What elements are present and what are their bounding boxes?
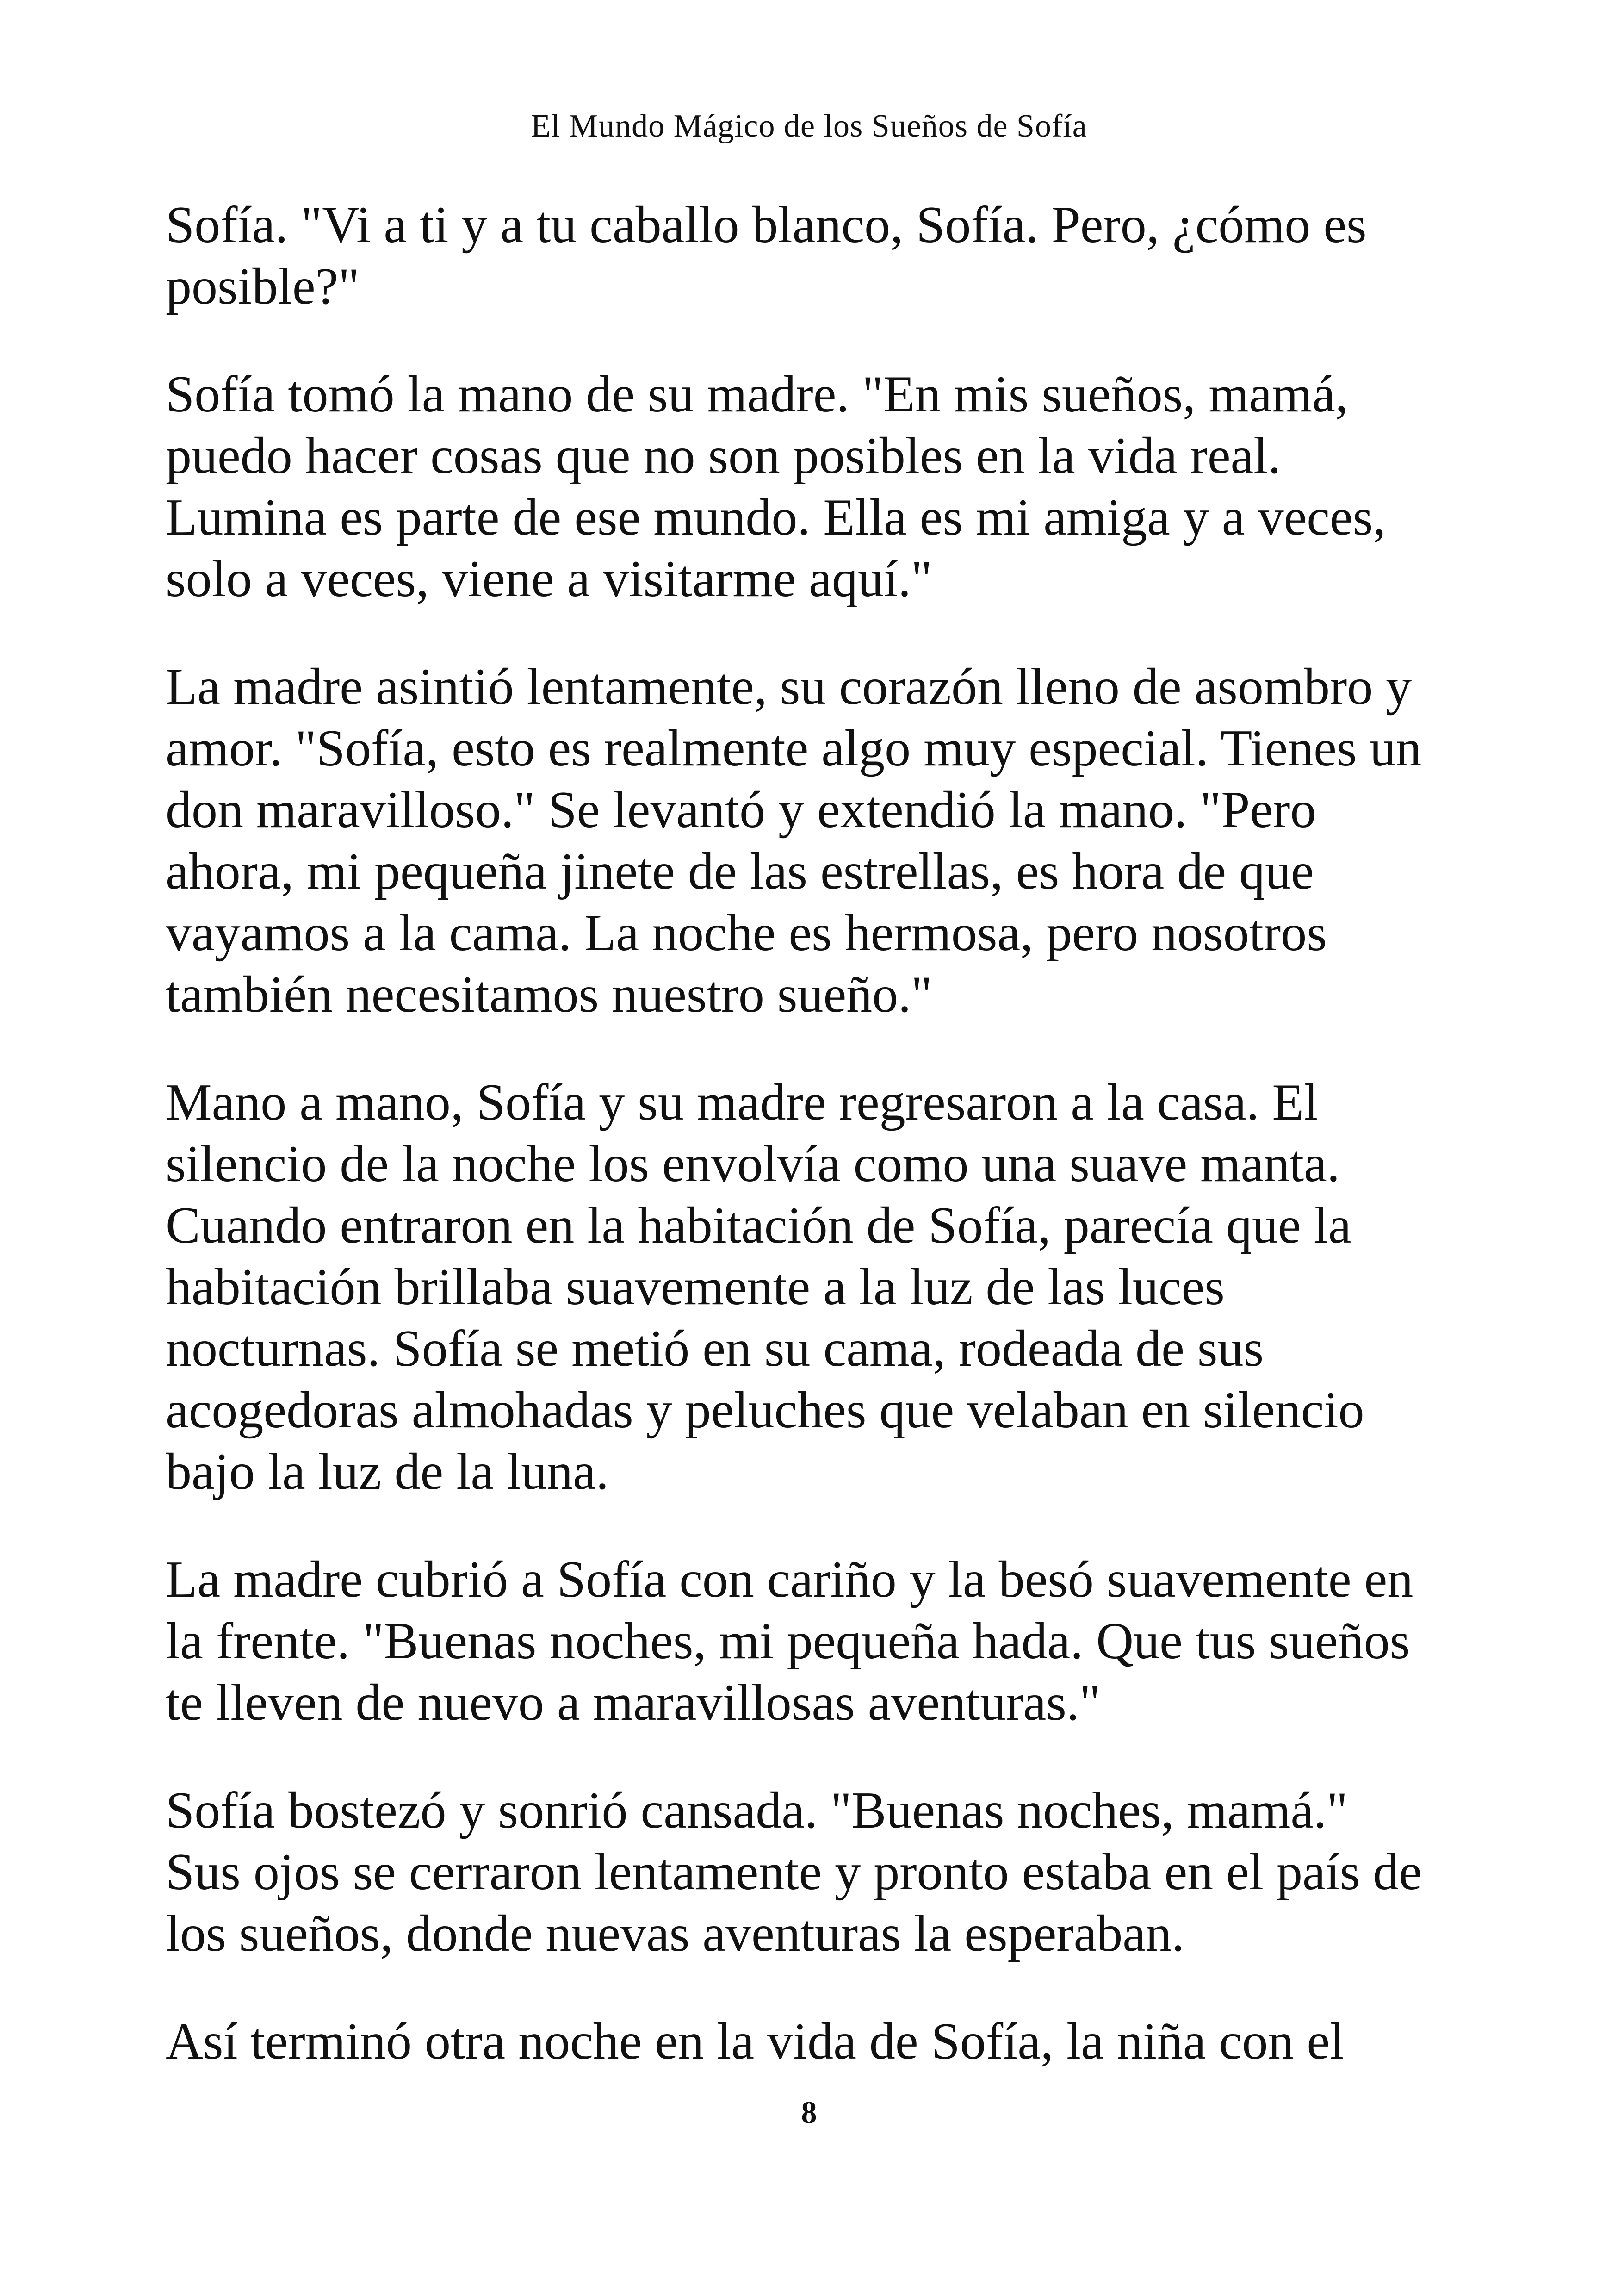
running-header-title: El Mundo Mágico de los Sueños de Sofía — [531, 108, 1087, 144]
page-number: 8 — [801, 2095, 817, 2130]
paragraph: La madre cubrió a Sofía con cariño y la besó suavemente en la frente. "Buenas noches, mi pequeña hada. Que tus sueños te lleven de nuevo a maravillosas aventuras." — [166, 1551, 1413, 1731]
paragraph: Sofía. "Vi a ti y a tu caballo blanco, Sofía. Pero, ¿cómo es posible?" — [166, 196, 1367, 315]
page-body — [166, 194, 1452, 2072]
paragraph: La madre asintió lentamente, su corazón lleno de asombro y amor. "Sofía, esto es realmente algo muy especial. Tienes un don maravilloso." Se levantó y extendió la mano. "Pero ahora, mi pequeña jinete de las estrellas, es hora de que vayamos a la cama. La noche es hermosa, pero nosotros también necesitamos nuestro sueño." — [166, 658, 1422, 1023]
paragraph: Mano a mano, Sofía y su madre regresaron a la casa. El silencio de la noche los envolvía como una suave manta. Cuando entraron en la habitación de Sofía, parecía que la habitación brillaba suavemente a la luz de las luces nocturnas. Sofía se metió en su cama, rodeada de sus acogedoras almohadas y peluches que velaban en silencio bajo la luz de la luna. — [166, 1074, 1364, 1500]
paragraph: Así terminó otra noche en la vida de Sofía, la niña con el — [166, 2013, 1345, 2070]
paragraph: Sofía bostezó y sonrió cansada. "Buenas noches, mamá." Sus ojos se cerraron lentamente y pronto estaba en el país de los sueños, donde nuevas aventuras la esperaban. — [166, 1782, 1422, 1962]
paragraph: Sofía tomó la mano de su madre. "En mis sueños, mamá, puedo hacer cosas que no son posibles en la vida real. Lumina es parte de ese mundo. Ella es mi amiga y a veces, solo a veces, viene a visitarme aquí." — [166, 366, 1386, 608]
